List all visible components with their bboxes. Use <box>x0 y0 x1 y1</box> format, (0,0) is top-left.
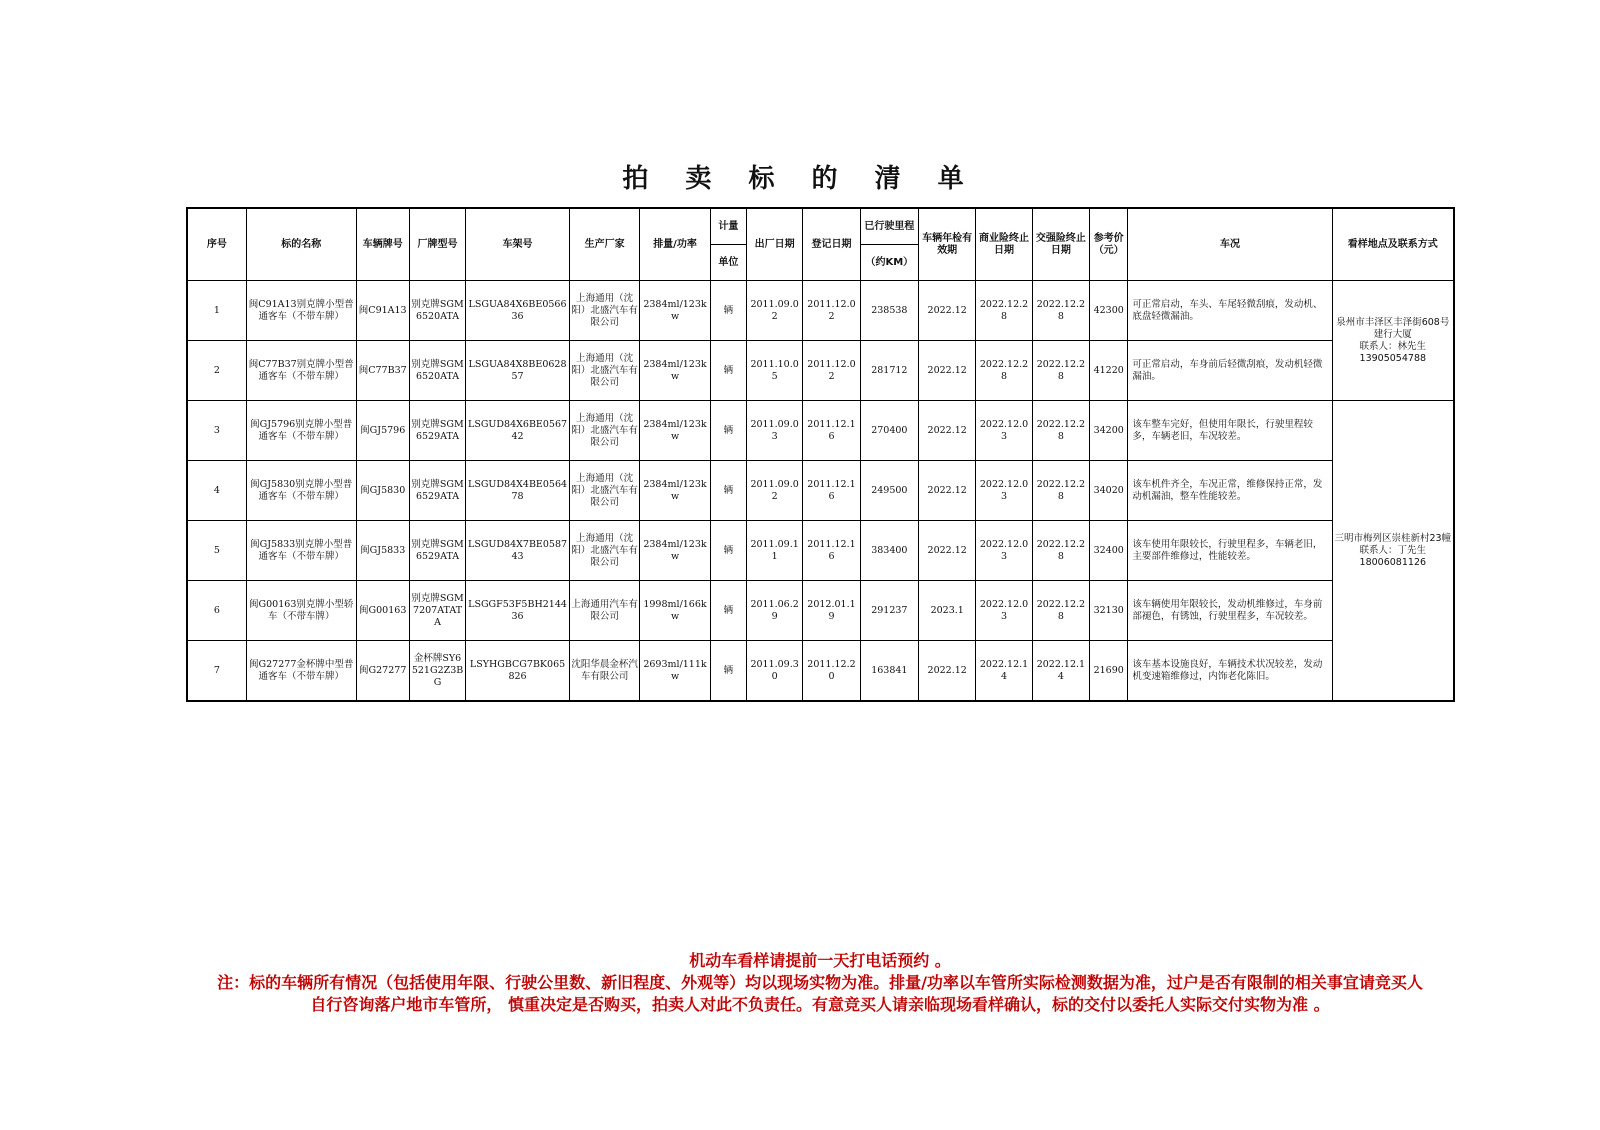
cell-register-date: 2011.12.16 <box>803 521 860 581</box>
cell-model: 别克牌SGM6529ATA <box>409 401 465 461</box>
cell-price: 32400 <box>1090 521 1128 581</box>
table-row <box>187 641 1454 702</box>
header-inspection: 车辆年检有效期 <box>919 208 976 281</box>
cell-price: 21690 <box>1090 641 1128 702</box>
cell-displacement: 1998ml/166kw <box>640 581 710 641</box>
cell-name: 闽GJ5833别克牌小型普通客车（不带车牌） <box>246 521 356 581</box>
cell-seq: 3 <box>187 401 246 461</box>
header-price: 参考价（元） <box>1090 208 1128 281</box>
cell-mileage: 163841 <box>860 641 918 702</box>
header-mileage-top: 已行驶里程 <box>860 208 918 245</box>
cell-register-date: 2011.12.16 <box>803 401 860 461</box>
cell-model: 别克牌SGM6529ATA <box>409 521 465 581</box>
cell-mileage: 281712 <box>860 341 918 401</box>
cell-seq: 6 <box>187 581 246 641</box>
cell-commercial-insurance: 2022.12.03 <box>976 581 1032 641</box>
cell-mileage: 383400 <box>860 521 918 581</box>
cell-inspection: 2022.12 <box>919 521 976 581</box>
cell-displacement: 2384ml/123kw <box>640 521 710 581</box>
cell-condition: 该车整车完好，但使用年限长，行驶里程较多，车辆老旧，车况较差。 <box>1128 401 1332 461</box>
cell-compulsory-insurance: 2022.12.28 <box>1032 341 1089 401</box>
cell-manufacture-date: 2011.09.02 <box>746 461 802 521</box>
cell-inspection: 2022.12 <box>919 401 976 461</box>
contact-person: 联系人：林先生 <box>1359 340 1427 352</box>
cell-model: 别克牌SGM6520ATA <box>409 341 465 401</box>
auction-list-table <box>186 207 1455 702</box>
cell-inspection: 2022.12 <box>919 341 976 401</box>
header-contact: 看样地点及联系方式 <box>1332 208 1454 281</box>
cell-maker: 上海通用（沈阳）北盛汽车有限公司 <box>569 461 639 521</box>
table-row <box>187 521 1454 581</box>
cell-unit: 辆 <box>710 521 746 581</box>
cell-model: 别克牌SGM7207ATATA <box>409 581 465 641</box>
cell-commercial-insurance: 2022.12.14 <box>976 641 1032 702</box>
cell-vin: LSGUD84X4BE056478 <box>466 461 570 521</box>
cell-seq: 7 <box>187 641 246 702</box>
cell-commercial-insurance: 2022.12.28 <box>976 281 1032 341</box>
cell-unit: 辆 <box>710 341 746 401</box>
cell-model: 别克牌SGM6529ATA <box>409 461 465 521</box>
table-row <box>187 341 1454 401</box>
cell-model: 别克牌SGM6520ATA <box>409 281 465 341</box>
cell-vin: LSYHGBCG7BK065826 <box>466 641 570 702</box>
cell-name: 闽G00163别克牌小型轿车（不带车牌） <box>246 581 356 641</box>
header-displacement: 排量/功率 <box>640 208 710 281</box>
cell-compulsory-insurance: 2022.12.28 <box>1032 281 1089 341</box>
note-disclaimer: 注：标的车辆所有情况（包括使用年限、行驶公里数、新旧程度、外观等）均以现场实物为准。排量/功率以车管所实际检测数据为准，过户是否有限制的相关事宜请竞买人自行咨询落户地市车管所， 慎重决定是否购买，拍卖人对此不负责任。有意竞买人请亲临现场看样确认，标的交付以委托人实际交付实物为准 。 <box>217 973 1423 1014</box>
cell-register-date: 2011.12.16 <box>803 461 860 521</box>
cell-vin: LSGUA84X6BE056636 <box>466 281 570 341</box>
cell-vin: LSGUA84X8BE062857 <box>466 341 570 401</box>
cell-manufacture-date: 2011.09.02 <box>746 281 802 341</box>
cell-price: 34200 <box>1090 401 1128 461</box>
contact-phone: 18006081126 <box>1359 556 1427 568</box>
header-mileage-bottom: （约KM） <box>860 245 918 281</box>
cell-model: 金杯牌SY6521G2Z3BG <box>409 641 465 702</box>
cell-register-date: 2012.01.19 <box>803 581 860 641</box>
cell-condition: 可正常启动，车身前后轻微刮痕，发动机轻微漏油。 <box>1128 341 1332 401</box>
cell-seq: 5 <box>187 521 246 581</box>
cell-unit: 辆 <box>710 581 746 641</box>
cell-seq: 2 <box>187 341 246 401</box>
cell-manufacture-date: 2011.09.11 <box>746 521 802 581</box>
cell-displacement: 2693ml/111kw <box>640 641 710 702</box>
cell-manufacture-date: 2011.06.29 <box>746 581 802 641</box>
cell-register-date: 2011.12.02 <box>803 281 860 341</box>
cell-inspection: 2023.1 <box>919 581 976 641</box>
cell-plate: 闽GJ5796 <box>356 401 409 461</box>
cell-maker: 上海通用（沈阳）北盛汽车有限公司 <box>569 281 639 341</box>
contact-address: 三明市梅列区崇桂新村23幢 <box>1334 532 1452 544</box>
cell-vin: LSGGF53F5BH214436 <box>466 581 570 641</box>
cell-maker: 上海通用（沈阳）北盛汽车有限公司 <box>569 521 639 581</box>
cell-condition: 该车辆使用年限较长，发动机维修过，车身前部褪色，有锈蚀，行驶里程多，车况较差。 <box>1128 581 1332 641</box>
cell-unit: 辆 <box>710 401 746 461</box>
cell-manufacture-date: 2011.10.05 <box>746 341 802 401</box>
header-register-date: 登记日期 <box>803 208 860 281</box>
cell-maker: 上海通用（沈阳）北盛汽车有限公司 <box>569 341 639 401</box>
cell-name: 闽GJ5796别克牌小型普通客车（不带车牌） <box>246 401 356 461</box>
cell-maker: 上海通用（沈阳）北盛汽车有限公司 <box>569 401 639 461</box>
cell-mileage: 291237 <box>860 581 918 641</box>
cell-displacement: 2384ml/123kw <box>640 281 710 341</box>
cell-compulsory-insurance: 2022.12.14 <box>1032 641 1089 702</box>
cell-price: 32130 <box>1090 581 1128 641</box>
header-commercial-insurance: 商业险终止日期 <box>976 208 1032 281</box>
cell-plate: 闽G00163 <box>356 581 409 641</box>
notes <box>210 950 1430 1016</box>
cell-condition: 该车机件齐全，车况正常，维修保持正常，发动机漏油，整车性能较差。 <box>1128 461 1332 521</box>
cell-maker: 上海通用汽车有限公司 <box>569 581 639 641</box>
contact-phone: 13905054788 <box>1359 352 1427 364</box>
cell-compulsory-insurance: 2022.12.28 <box>1032 401 1089 461</box>
header-unit-bottom: 单位 <box>710 245 746 281</box>
header-seq: 序号 <box>187 208 246 281</box>
cell-inspection: 2022.12 <box>919 461 976 521</box>
header-model: 厂牌型号 <box>409 208 465 281</box>
cell-displacement: 2384ml/123kw <box>640 341 710 401</box>
cell-manufacture-date: 2011.09.03 <box>746 401 802 461</box>
cell-plate: 闽GJ5830 <box>356 461 409 521</box>
table-row <box>187 281 1454 341</box>
contact-person: 联系人：丁先生 <box>1359 544 1427 556</box>
cell-condition: 该车基本设施良好，车辆技术状况较差，发动机变速箱维修过，内饰老化陈旧。 <box>1128 641 1332 702</box>
cell-unit: 辆 <box>710 461 746 521</box>
cell-compulsory-insurance: 2022.12.28 <box>1032 521 1089 581</box>
cell-plate: 闽GJ5833 <box>356 521 409 581</box>
header-manufacture-date: 出厂日期 <box>746 208 802 281</box>
cell-plate: 闽C91A13 <box>356 281 409 341</box>
cell-price: 34020 <box>1090 461 1128 521</box>
cell-commercial-insurance: 2022.12.03 <box>976 521 1032 581</box>
cell-condition: 该车使用年限较长，行驶里程多，车辆老旧，主要部件维修过，性能较差。 <box>1128 521 1332 581</box>
cell-plate: 闽G27277 <box>356 641 409 702</box>
cell-inspection: 2022.12 <box>919 281 976 341</box>
cell-unit: 辆 <box>710 281 746 341</box>
header-condition: 车况 <box>1128 208 1332 281</box>
header-unit-top: 计量 <box>710 208 746 245</box>
cell-contact-sanming <box>1332 401 1454 702</box>
cell-price: 42300 <box>1090 281 1128 341</box>
cell-name: 闽G27277金杯牌中型普通客车（不带车牌） <box>246 641 356 702</box>
cell-unit: 辆 <box>710 641 746 702</box>
cell-inspection: 2022.12 <box>919 641 976 702</box>
cell-commercial-insurance: 2022.12.28 <box>976 341 1032 401</box>
cell-commercial-insurance: 2022.12.03 <box>976 401 1032 461</box>
header-compulsory-insurance: 交强险终止日期 <box>1032 208 1089 281</box>
cell-condition: 可正常启动，车头、车尾轻微刮痕，发动机、底盘轻微漏油。 <box>1128 281 1332 341</box>
cell-vin: LSGUD84X6BE056742 <box>466 401 570 461</box>
cell-name: 闽C91A13别克牌小型普通客车（不带车牌） <box>246 281 356 341</box>
cell-compulsory-insurance: 2022.12.28 <box>1032 461 1089 521</box>
cell-register-date: 2011.12.02 <box>803 341 860 401</box>
cell-register-date: 2011.12.20 <box>803 641 860 702</box>
cell-mileage: 270400 <box>860 401 918 461</box>
cell-seq: 1 <box>187 281 246 341</box>
header-name: 标的名称 <box>246 208 356 281</box>
cell-price: 41220 <box>1090 341 1128 401</box>
cell-name: 闽C77B37别克牌小型普通客车（不带车牌） <box>246 341 356 401</box>
cell-maker: 沈阳华晨金杯汽车有限公司 <box>569 641 639 702</box>
cell-plate: 闽C77B37 <box>356 341 409 401</box>
header-plate: 车辆牌号 <box>356 208 409 281</box>
table-row <box>187 461 1454 521</box>
cell-mileage: 238538 <box>860 281 918 341</box>
cell-compulsory-insurance: 2022.12.28 <box>1032 581 1089 641</box>
header-maker: 生产厂家 <box>569 208 639 281</box>
table-row <box>187 581 1454 641</box>
cell-manufacture-date: 2011.09.30 <box>746 641 802 702</box>
header-row <box>187 208 1454 245</box>
cell-displacement: 2384ml/123kw <box>640 401 710 461</box>
page-title: 拍 卖 标 的 清 单 <box>622 164 978 194</box>
cell-commercial-insurance: 2022.12.03 <box>976 461 1032 521</box>
cell-displacement: 2384ml/123kw <box>640 461 710 521</box>
cell-name: 闽GJ5830别克牌小型普通客车（不带车牌） <box>246 461 356 521</box>
table-row <box>187 401 1454 461</box>
header-vin: 车架号 <box>466 208 570 281</box>
cell-mileage: 249500 <box>860 461 918 521</box>
contact-address: 泉州市丰泽区丰泽街608号建行大厦 <box>1336 316 1450 340</box>
cell-vin: LSGUD84X7BE058743 <box>466 521 570 581</box>
cell-contact-quanzhou <box>1332 281 1454 401</box>
cell-seq: 4 <box>187 461 246 521</box>
note-appointment: 机动车看样请提前一天打电话预约 。 <box>689 951 951 970</box>
